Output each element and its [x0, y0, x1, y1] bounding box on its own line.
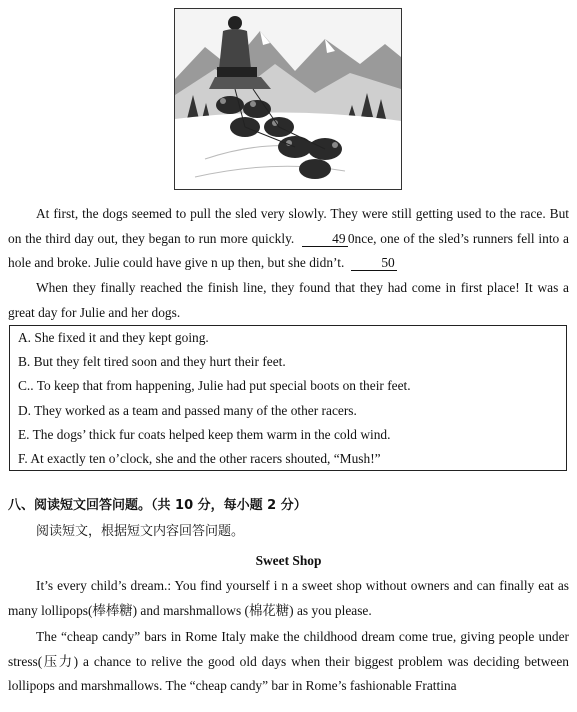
section-instruction: 阅读短文，根据短文内容回答问题。 — [36, 524, 245, 539]
options-box — [9, 325, 567, 471]
passage-text: At first, the dogs seemed to pull the sled very slowly. They were still getting used to the race. But on the third day out, they began to run more quickly. — [8, 206, 569, 246]
option-b[interactable]: B. But they felt tired soon and they hurt their feet. — [18, 354, 286, 370]
option-c[interactable]: C.. To keep that from happening, Julie had put special boots on their feet. — [18, 378, 411, 394]
section-heading: 八、阅读短文回答问题。（共 10 分，每小题 2 分） — [8, 498, 307, 513]
article-paragraph-1: It’s every child’s dream.: You find yourself i n a sweet shop without owners and can finally eat as many lollipops(棒棒糖) and marshmallows (棉花糖) as you please. — [8, 578, 569, 618]
passage-paragraph-1 — [8, 202, 569, 276]
option-d[interactable]: D. They worked as a team and passed many of the other racers. — [18, 402, 357, 418]
option-e[interactable]: E. The dogs’ thick fur coats helped keep them warm in the cold wind. — [18, 426, 391, 442]
option-f[interactable]: F. At exactly ten o’clock, she and the other racers shouted, “Mush!” — [18, 450, 381, 466]
article-paragraph-2: The “cheap candy” bars in Rome Italy make the childhood dream come true, giving people under stress(压力) a chance to relive the good old days when their biggest problem was deciding between lollipops and marshmallows. The “cheap candy” bar in Rome’s fashionable Frattina — [8, 629, 569, 693]
option-a[interactable]: A. She fixed it and they kept going. — [18, 330, 209, 345]
dog-sled-icon — [175, 9, 401, 189]
blank-49[interactable]: 49 — [302, 231, 348, 247]
article-title: Sweet Shop — [255, 553, 322, 568]
dog-sled-illustration — [174, 8, 402, 190]
passage-text: 0nce, one of the sled’s runners fell into a hole and broke. Julie could have give n up then, but she didn’t. — [8, 230, 569, 270]
passage-paragraph-2: When they finally reached the finish line, they found that they had come in first place! It was a great day for Julie and her dogs. — [8, 280, 569, 320]
blank-50[interactable]: 50 — [351, 255, 397, 271]
